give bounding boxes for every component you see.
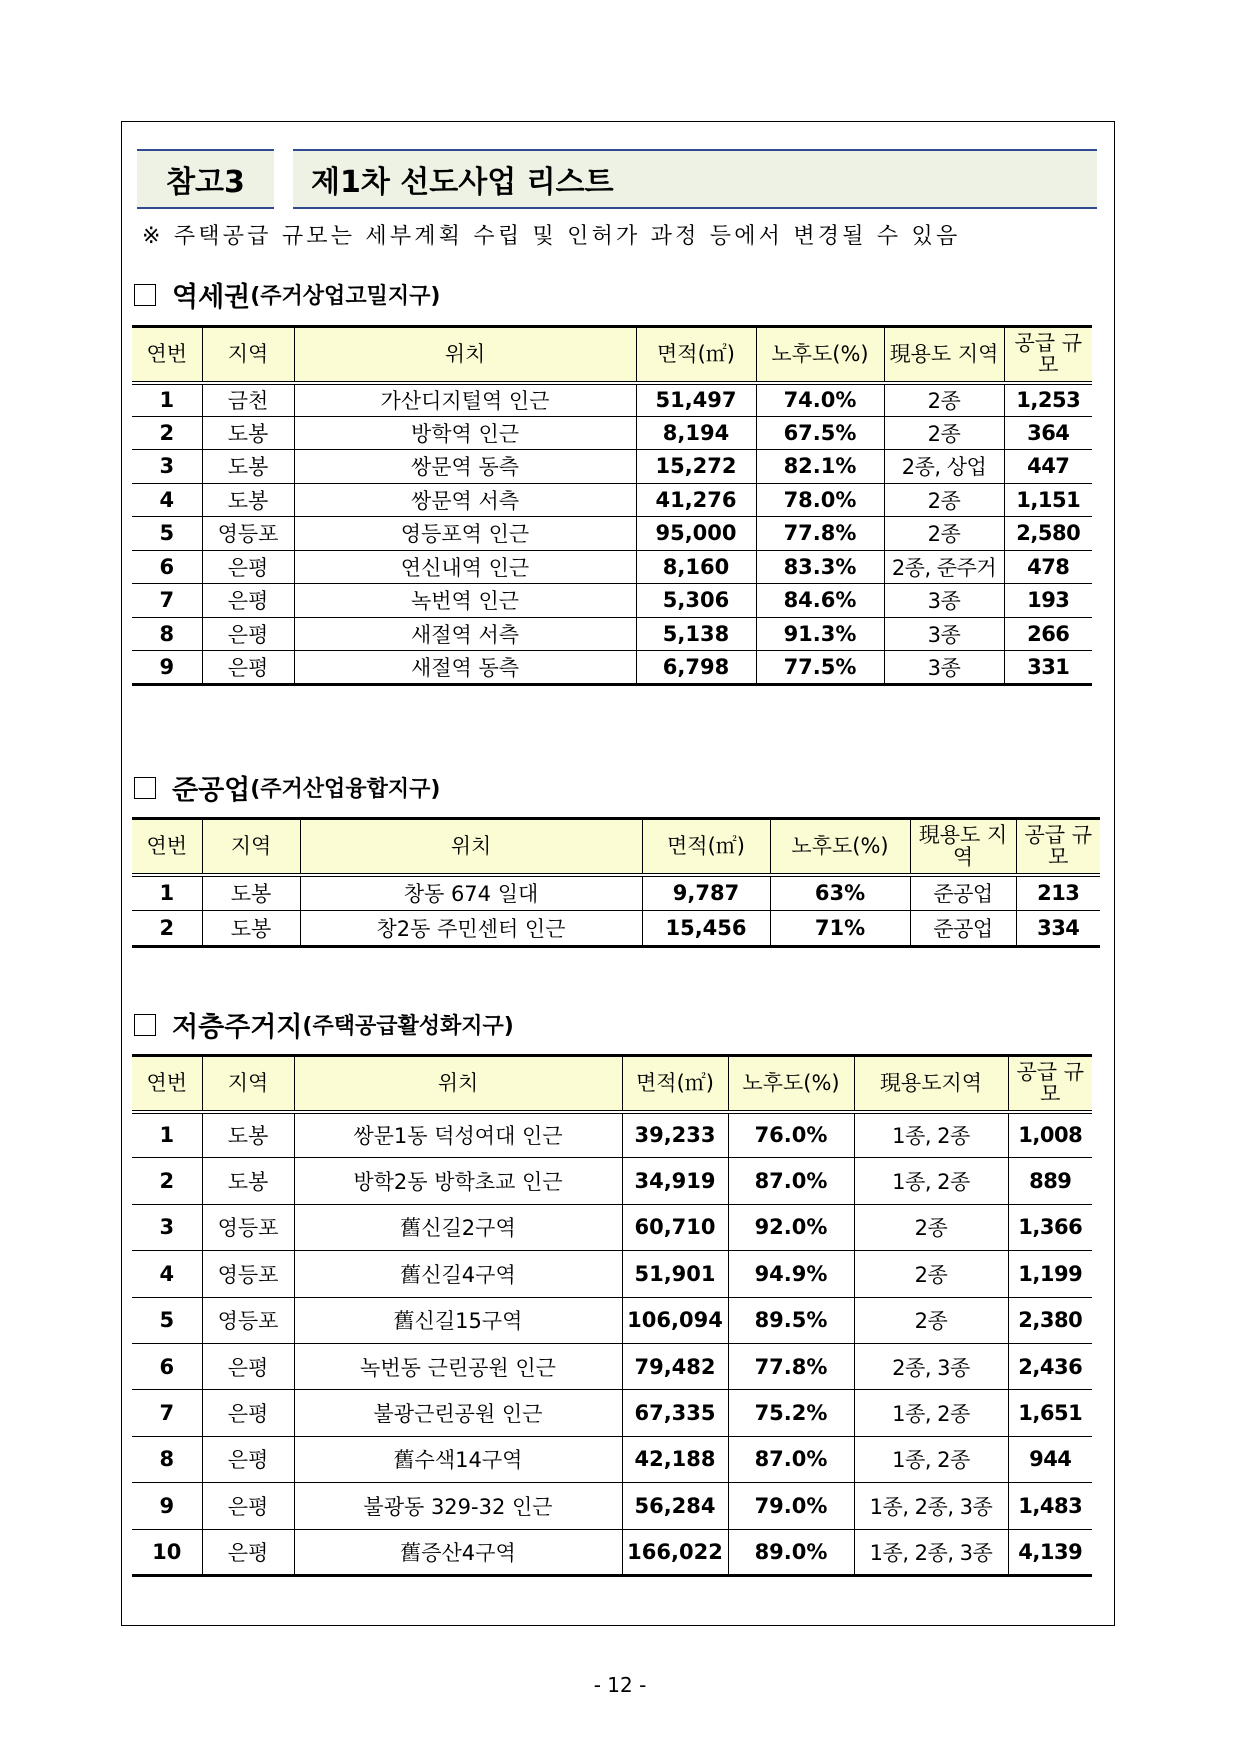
table-cell: 2종, 준주거 (884, 550, 1004, 584)
table-cell: 쌍문1동 덕성여대 인근 (294, 1112, 622, 1158)
checkbox-square-icon (134, 1014, 156, 1036)
table-cell: 은평 (202, 550, 294, 584)
table-cell: 쌍문역 서측 (294, 483, 636, 517)
table-cell: 불광동 329-32 인근 (294, 1483, 622, 1529)
table-cell: 영등포 (202, 1204, 294, 1250)
table-cell: 녹번역 인근 (294, 584, 636, 618)
table-cell: 478 (1004, 550, 1092, 584)
table-row (132, 483, 1092, 517)
table-cell: 은평 (202, 1529, 294, 1575)
table-row (132, 1251, 1092, 1297)
table-cell: 1,253 (1004, 383, 1092, 417)
table-cell: 4,139 (1008, 1529, 1092, 1575)
page-number: - 12 - (593, 1673, 647, 1697)
table-cell: 2종 (854, 1251, 1008, 1297)
table-cell: 77.8% (728, 1343, 854, 1389)
table-cell: 1종, 2종 (854, 1436, 1008, 1482)
table-cell: 준공업 (910, 875, 1016, 911)
column-header: 면적(㎡) (642, 819, 770, 875)
table-cell: 은평 (202, 651, 294, 685)
table-cell: 77.8% (756, 517, 884, 551)
column-header: 공급 규모 (1016, 819, 1100, 875)
table-row (132, 1390, 1092, 1436)
page-title: 제1차 선도사업 리스트 (293, 149, 1097, 209)
table-cell: 은평 (202, 1390, 294, 1436)
table-cell: 2 (132, 1158, 202, 1204)
table-row (132, 416, 1092, 450)
column-header: 위치 (294, 327, 636, 383)
table-cell: 영등포 (202, 1297, 294, 1343)
table-cell: 944 (1008, 1436, 1092, 1482)
table-cell: 42,188 (622, 1436, 728, 1482)
table-cell: 8 (132, 617, 202, 651)
checkbox-square-icon (134, 284, 156, 306)
table-cell: 3종 (884, 651, 1004, 685)
table-row (132, 383, 1092, 417)
table-cell: 87.0% (728, 1158, 854, 1204)
table-cell: 9 (132, 651, 202, 685)
table-cell: 녹번동 근린공원 인근 (294, 1343, 622, 1389)
column-header: 지역 (202, 1056, 294, 1112)
table-cell: 77.5% (756, 651, 884, 685)
table-cell: 도봉 (202, 875, 300, 911)
column-header: 지역 (202, 327, 294, 383)
table-cell: 67.5% (756, 416, 884, 450)
table-cell: 5,306 (636, 584, 756, 618)
table-cell: 舊신길2구역 (294, 1204, 622, 1250)
table-cell: 5 (132, 1297, 202, 1343)
title-row (137, 149, 1097, 209)
table-cell: 2종 (884, 383, 1004, 417)
table-cell: 1,008 (1008, 1112, 1092, 1158)
page-frame (121, 121, 1115, 1626)
column-header: 위치 (294, 1056, 622, 1112)
table-cell: 1,199 (1008, 1251, 1092, 1297)
table-cell: 193 (1004, 584, 1092, 618)
table-cell: 도봉 (202, 911, 300, 947)
table-cell: 4 (132, 1251, 202, 1297)
table-cell: 71% (770, 911, 910, 947)
table-cell: 새절역 동측 (294, 651, 636, 685)
table-cell: 준공업 (910, 911, 1016, 947)
table-cell: 83.3% (756, 550, 884, 584)
section-heading-station (134, 275, 440, 314)
table-row (132, 517, 1092, 551)
column-header: 노후도(%) (756, 327, 884, 383)
table-cell: 2종, 상업 (884, 450, 1004, 484)
table-cell: 7 (132, 584, 202, 618)
table-cell: 87.0% (728, 1436, 854, 1482)
reference-badge: 참고3 (137, 149, 274, 209)
table-cell: 2종, 3종 (854, 1343, 1008, 1389)
column-header: 노후도(%) (770, 819, 910, 875)
table-row (132, 584, 1092, 618)
table-cell: 15,456 (642, 911, 770, 947)
table-cell: 166,022 (622, 1529, 728, 1575)
table-cell: 51,497 (636, 383, 756, 417)
table-cell: 89.0% (728, 1529, 854, 1575)
table-cell: 84.6% (756, 584, 884, 618)
column-header: 연번 (132, 819, 202, 875)
table-cell: 6 (132, 1343, 202, 1389)
table-cell: 불광근린공원 인근 (294, 1390, 622, 1436)
table-cell: 방학역 인근 (294, 416, 636, 450)
low-rise-table (132, 1054, 1092, 1577)
section-title: 준공업 (172, 775, 251, 806)
table-cell: 2종 (854, 1204, 1008, 1250)
table-cell: 2종 (854, 1297, 1008, 1343)
table-cell: 2종 (884, 416, 1004, 450)
table-cell: 67,335 (622, 1390, 728, 1436)
semi-industrial-table (132, 817, 1100, 948)
table-cell: 74.0% (756, 383, 884, 417)
section-heading-lowrise (134, 1005, 514, 1044)
table-cell: 41,276 (636, 483, 756, 517)
table-cell: 75.2% (728, 1390, 854, 1436)
table-cell: 889 (1008, 1158, 1092, 1204)
table-row (132, 550, 1092, 584)
section-subtitle: (주거상업고밀지구) (250, 284, 441, 309)
column-header: 現용도 지역 (910, 819, 1016, 875)
table-cell: 6,798 (636, 651, 756, 685)
table-cell: 새절역 서측 (294, 617, 636, 651)
table-row (132, 1436, 1092, 1482)
table-cell: 舊수색14구역 (294, 1436, 622, 1482)
column-header: 면적(㎡) (636, 327, 756, 383)
table-cell: 15,272 (636, 450, 756, 484)
table-cell: 5 (132, 517, 202, 551)
table-cell: 1,366 (1008, 1204, 1092, 1250)
table-cell: 63% (770, 875, 910, 911)
table-cell: 가산디지털역 인근 (294, 383, 636, 417)
table-cell: 34,919 (622, 1158, 728, 1204)
table-cell: 94.9% (728, 1251, 854, 1297)
table-cell: 1 (132, 1112, 202, 1158)
table-cell: 5,138 (636, 617, 756, 651)
table-cell: 1,483 (1008, 1483, 1092, 1529)
table-cell: 91.3% (756, 617, 884, 651)
table-cell: 92.0% (728, 1204, 854, 1250)
table-cell: 쌍문역 동측 (294, 450, 636, 484)
table-cell: 8,194 (636, 416, 756, 450)
table-cell: 2 (132, 911, 202, 947)
column-header: 지역 (202, 819, 300, 875)
table-cell: 364 (1004, 416, 1092, 450)
column-header: 연번 (132, 1056, 202, 1112)
column-header: 면적(㎡) (622, 1056, 728, 1112)
table-row (132, 651, 1092, 685)
table-cell: 도봉 (202, 416, 294, 450)
table-cell: 4 (132, 483, 202, 517)
table-cell: 9 (132, 1483, 202, 1529)
table-cell: 방학2동 방학초교 인근 (294, 1158, 622, 1204)
table-cell: 2,380 (1008, 1297, 1092, 1343)
table-cell: 1,151 (1004, 483, 1092, 517)
table-cell: 1종, 2종 (854, 1158, 1008, 1204)
table-cell: 78.0% (756, 483, 884, 517)
section-subtitle: (주택공급활성화지구) (302, 1014, 514, 1039)
table-row (132, 1204, 1092, 1250)
table-cell: 3 (132, 1204, 202, 1250)
table-cell: 56,284 (622, 1483, 728, 1529)
table-row (132, 1297, 1092, 1343)
table-cell: 영등포 (202, 1251, 294, 1297)
table-cell: 은평 (202, 1483, 294, 1529)
section-heading-industrial (134, 768, 440, 807)
column-header: 위치 (300, 819, 642, 875)
table-cell: 331 (1004, 651, 1092, 685)
column-header: 공급 규모 (1008, 1056, 1092, 1112)
table-row (132, 1158, 1092, 1204)
column-header: 노후도(%) (728, 1056, 854, 1112)
table-cell: 2종 (884, 483, 1004, 517)
table-cell: 10 (132, 1529, 202, 1575)
table-header-row (132, 327, 1092, 383)
supply-note: ※ 주택공급 규모는 세부계획 수립 및 인허가 과정 등에서 변경될 수 있음 (142, 224, 961, 249)
table-cell: 舊신길15구역 (294, 1297, 622, 1343)
column-header: 現용도 지역 (884, 327, 1004, 383)
column-header: 연번 (132, 327, 202, 383)
table-cell: 도봉 (202, 1158, 294, 1204)
section-title: 역세권 (172, 282, 251, 313)
table-row (132, 617, 1092, 651)
table-cell: 82.1% (756, 450, 884, 484)
table-cell: 7 (132, 1390, 202, 1436)
table-cell: 213 (1016, 875, 1100, 911)
table-cell: 3종 (884, 617, 1004, 651)
column-header: 공급 규모 (1004, 327, 1092, 383)
table-cell: 76.0% (728, 1112, 854, 1158)
table-cell: 1종, 2종 (854, 1390, 1008, 1436)
table-cell: 舊신길4구역 (294, 1251, 622, 1297)
table-cell: 95,000 (636, 517, 756, 551)
table-cell: 334 (1016, 911, 1100, 947)
table-cell: 447 (1004, 450, 1092, 484)
table-cell: 2종 (884, 517, 1004, 551)
table-cell: 266 (1004, 617, 1092, 651)
table-row (132, 1483, 1092, 1529)
table-cell: 51,901 (622, 1251, 728, 1297)
table-row (132, 450, 1092, 484)
table-row (132, 1112, 1092, 1158)
checkbox-square-icon (134, 777, 156, 799)
table-cell: 1종, 2종, 3종 (854, 1483, 1008, 1529)
table-cell: 舊증산4구역 (294, 1529, 622, 1575)
section-title: 저층주거지 (172, 1012, 303, 1043)
table-header-row (132, 1056, 1092, 1112)
table-cell: 은평 (202, 617, 294, 651)
table-cell: 금천 (202, 383, 294, 417)
table-row (132, 911, 1100, 947)
table-cell: 60,710 (622, 1204, 728, 1250)
table-cell: 3 (132, 450, 202, 484)
table-cell: 1종, 2종 (854, 1112, 1008, 1158)
table-cell: 6 (132, 550, 202, 584)
station-area-table (132, 325, 1092, 686)
table-cell: 79.0% (728, 1483, 854, 1529)
section-subtitle: (주거산업융합지구) (250, 777, 441, 802)
table-cell: 39,233 (622, 1112, 728, 1158)
table-cell: 89.5% (728, 1297, 854, 1343)
table-cell: 은평 (202, 584, 294, 618)
table-row (132, 1529, 1092, 1575)
table-cell: 연신내역 인근 (294, 550, 636, 584)
table-cell: 8 (132, 1436, 202, 1482)
table-cell: 1종, 2종, 3종 (854, 1529, 1008, 1575)
table-header-row (132, 819, 1100, 875)
table-cell: 2,580 (1004, 517, 1092, 551)
table-cell: 창동 674 일대 (300, 875, 642, 911)
table-cell: 106,094 (622, 1297, 728, 1343)
table-cell: 8,160 (636, 550, 756, 584)
table-cell: 도봉 (202, 483, 294, 517)
table-cell: 영등포 (202, 517, 294, 551)
table-cell: 1 (132, 875, 202, 911)
table-row (132, 1343, 1092, 1389)
table-cell: 도봉 (202, 1112, 294, 1158)
column-header: 現용도지역 (854, 1056, 1008, 1112)
table-cell: 1 (132, 383, 202, 417)
table-row (132, 875, 1100, 911)
table-cell: 79,482 (622, 1343, 728, 1389)
table-cell: 은평 (202, 1436, 294, 1482)
table-cell: 영등포역 인근 (294, 517, 636, 551)
table-cell: 1,651 (1008, 1390, 1092, 1436)
table-cell: 2,436 (1008, 1343, 1092, 1389)
table-cell: 은평 (202, 1343, 294, 1389)
table-cell: 9,787 (642, 875, 770, 911)
table-cell: 2 (132, 416, 202, 450)
table-cell: 창2동 주민센터 인근 (300, 911, 642, 947)
table-cell: 도봉 (202, 450, 294, 484)
table-cell: 3종 (884, 584, 1004, 618)
